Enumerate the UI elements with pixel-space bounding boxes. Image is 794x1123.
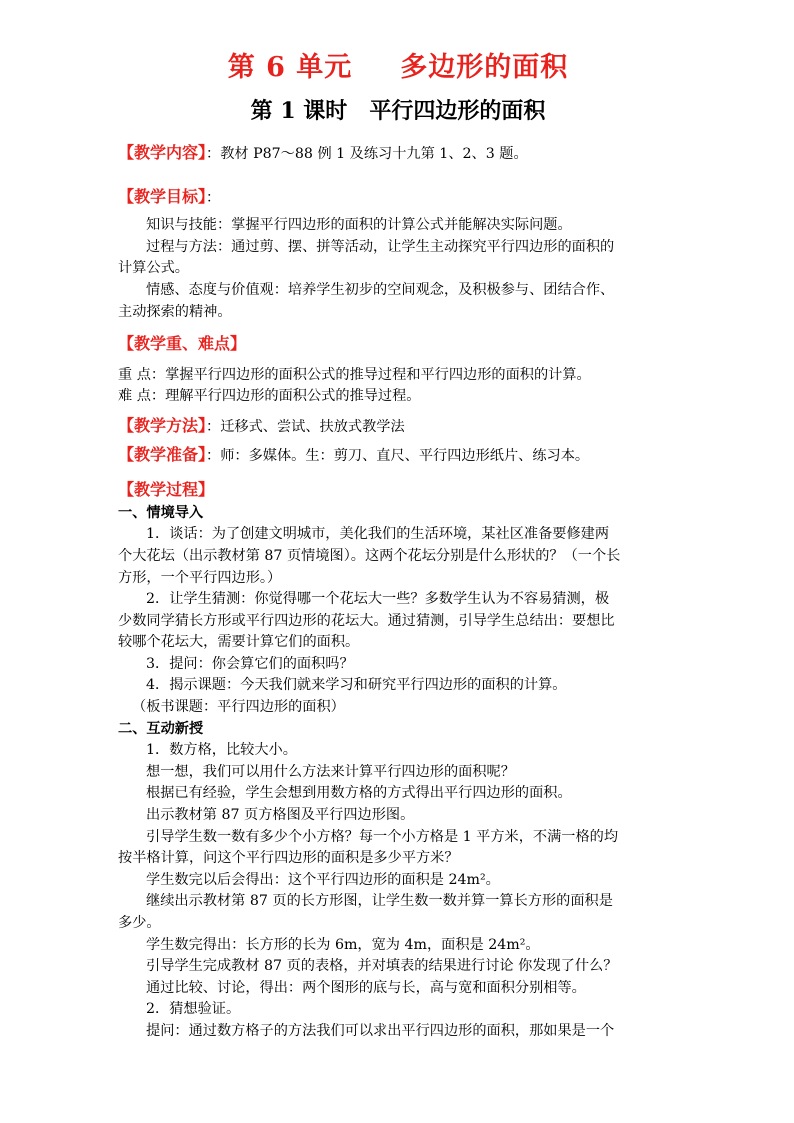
interactive-block (118, 740, 678, 1042)
interactive-line: 出示教材第 87 页方格图及平行四边形图。 (146, 807, 415, 824)
intro-line: （板书课题：平行四边形的面积） (132, 699, 345, 716)
intro-line: 1．谈话：为了创建文明城市，美化我们的生活环境，某社区准备要修建两 (146, 526, 610, 543)
content-text: ：教材 P87～88 例 1 及练习十九第 1、2、3 题。 (206, 146, 528, 162)
section-heading-intro: 一、情境导入 (118, 504, 204, 521)
keypoints-heading: 【教学重、难点】 (118, 334, 247, 354)
lesson-number: 第 1 课时 (250, 98, 348, 124)
document-page (118, 48, 678, 1043)
goals-block (118, 215, 678, 323)
intro-line: 少数同学猜长方形或平行四边形的花坛大。通过猜测，引导学生总结出：要想比 (118, 612, 615, 629)
prep-text: ：师：多媒体。生：剪刀、直尺、平行四边形纸片、练习本。 (206, 447, 590, 464)
unit-title (118, 48, 678, 88)
interactive-line: 通过比较、讨论，得出：两个图形的底与长，高与宽和面积分别相等。 (146, 979, 586, 996)
intro-block (118, 524, 678, 718)
intro-line: 2．让学生猜测：你觉得哪一个花坛大一些？多数学生认为不容易猜测，极 (146, 591, 610, 608)
lesson-title (118, 96, 678, 126)
keypoint-line: 难 点：理解平行四边形的面积公式的推导过程。 (118, 388, 421, 405)
interactive-line: 2．猜想验证。 (146, 1001, 241, 1018)
goal-line: 主动探索的精神。 (118, 303, 232, 320)
interactive-line: 根据已有经验，学生会想到用数方格的方式得出平行四边形的面积。 (146, 785, 572, 802)
process-heading-line (118, 479, 678, 503)
keypoint-line: 重 点：掌握平行四边形的面积公式的推导过程和平行四边形的面积的计算。 (118, 366, 591, 383)
method-text: ：迁移式、尝试、扶放式教学法 (206, 418, 405, 435)
keypoints-heading-line (118, 333, 678, 357)
method-heading: 【教学方法】 (118, 415, 207, 435)
intro-line: 4．揭示课题：今天我们就来学习和研究平行四边形的面积的计算。 (146, 677, 567, 694)
interactive-line: 想一想，我们可以用什么方法来计算平行四边形的面积呢？ (146, 763, 515, 780)
goals-heading-line (118, 186, 678, 210)
goals-colon: ： (206, 189, 221, 206)
teaching-method (118, 415, 678, 439)
interactive-line: 学生数完得出：长方形的长为 6m，宽为 4m，面积是 24m²。 (146, 936, 540, 953)
intro-line: 3．提问：你会算它们的面积吗？ (146, 655, 354, 672)
intro-line: 个大花坛（出示教材第 87 页情境图）。这两个花坛分别是什么形状的？（一个长 (118, 547, 621, 564)
goal-line: 情感、态度与价值观：培养学生初步的空间观念，及积极参与、团结合作、 (146, 281, 615, 298)
interactive-line: 学生数完以后会得出：这个平行四边形的面积是 24m²。 (146, 871, 500, 888)
unit-number: 第 6 单元 (227, 52, 353, 83)
section-heading-interactive: 二、互动新授 (118, 720, 204, 737)
interactive-line: 引导学生完成教材 87 页的表格，并对填表的结果进行讨论 你发现了什么？ (146, 958, 618, 975)
goal-line: 计算公式。 (118, 260, 189, 277)
content-heading: 【教学内容】 (118, 143, 207, 162)
keypoints-block (118, 365, 678, 408)
prep-heading: 【教学准备】 (118, 444, 207, 464)
unit-topic: 多边形的面积 (400, 52, 569, 83)
intro-line: 方形，一个平行四边形。） (118, 569, 282, 586)
interactive-line: 引导学生数一数有多少个小方格？每一个小方格是 1 平方米，不满一格的均 (146, 828, 619, 845)
goal-line: 过程与方法：通过剪、摆、拼等活动，让学生主动探究平行四边形的面积的 (146, 238, 615, 255)
interactive-line: 1．数方格，比较大小。 (146, 742, 297, 759)
interactive-line: 提问：通过数方格子的方法我们可以求出平行四边形的面积，那如果是一个 (146, 1022, 615, 1039)
teaching-content (118, 142, 678, 166)
interactive-line: 按半格计算，问这个平行四边形的面积是多少平方米？ (118, 850, 459, 867)
process-heading: 【教学过程】 (118, 480, 215, 500)
teaching-prep (118, 444, 678, 468)
intro-line: 较哪个花坛大，需要计算它们的面积。 (118, 634, 360, 651)
interactive-line: 多少。 (118, 915, 161, 931)
lesson-topic: 平行四边形的面积 (369, 98, 546, 124)
goal-line: 知识与技能：掌握平行四边形的面积的计算公式并能解决实际问题。 (146, 217, 572, 234)
goals-heading: 【教学目标】 (118, 186, 207, 206)
interactive-line: 继续出示教材第 87 页的长方形图，让学生数一数并算一算长方形的面积是 (146, 893, 613, 910)
